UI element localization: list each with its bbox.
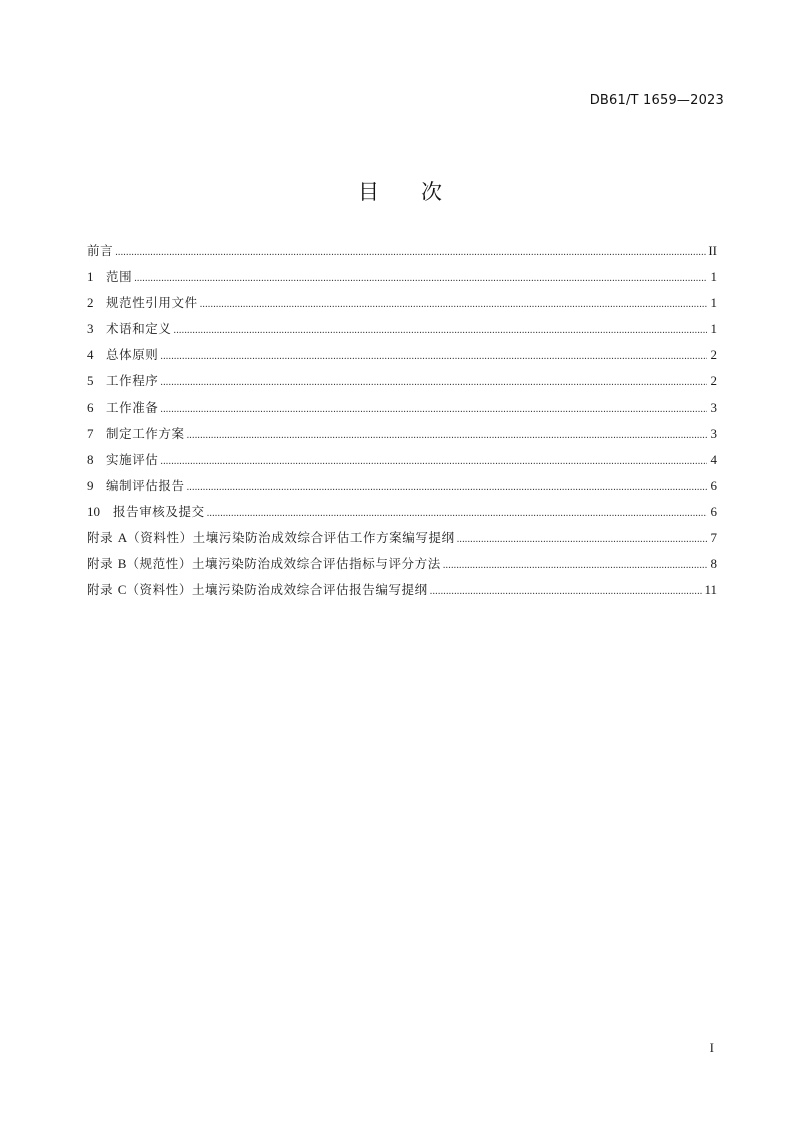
toc-leader-dots <box>187 478 707 498</box>
toc-item-page: 7 <box>710 530 717 546</box>
toc-item-page: 6 <box>710 503 717 519</box>
toc-leader-dots <box>160 347 707 367</box>
toc-item-number: 2 <box>87 295 94 311</box>
toc-item-label: 总体原则 <box>106 347 159 363</box>
toc-item-page: 6 <box>710 477 717 493</box>
toc-item-page: 11 <box>704 582 717 598</box>
appendix-title: （资料性）土壤污染防治成效综合评估报告编写提纲 <box>126 582 428 598</box>
toc-item-page: 1 <box>710 295 717 311</box>
toc-item-number: 1 <box>87 269 94 285</box>
toc-item-number: 8 <box>87 451 94 467</box>
toc-item-page: 3 <box>710 425 717 441</box>
toc-item-label: 前言 <box>87 243 114 258</box>
toc-item-compile-report[interactable] <box>87 476 717 502</box>
toc-item-number: 9 <box>87 477 94 493</box>
toc-item-label: 制定工作方案 <box>106 425 185 441</box>
toc-item-appendix-a[interactable] <box>87 528 717 554</box>
appendix-prefix: 附录 <box>87 530 114 546</box>
appendix-letter: A <box>117 530 128 546</box>
toc-leader-dots <box>207 504 707 524</box>
toc-title <box>0 176 800 206</box>
toc-item-label <box>87 554 441 574</box>
appendix-title: （规范性）土壤污染防治成效综合评估指标与评分方法 <box>126 556 441 572</box>
toc-item-number: 6 <box>87 399 94 415</box>
toc-item-general-principles[interactable] <box>87 345 717 371</box>
toc-item-terms-definitions[interactable] <box>87 319 717 345</box>
toc-item-appendix-b[interactable] <box>87 554 717 580</box>
toc-leader-dots <box>457 530 707 550</box>
toc-item-number: 4 <box>87 347 94 363</box>
table-of-contents <box>87 241 717 606</box>
toc-item-page: II <box>708 243 717 258</box>
toc-item-label: 术语和定义 <box>106 321 172 337</box>
toc-leader-dots <box>160 400 707 420</box>
toc-item-appendix-c[interactable] <box>87 580 717 606</box>
toc-item-normative-references[interactable] <box>87 293 717 319</box>
toc-item-page: 1 <box>710 321 717 337</box>
toc-item-implement-evaluation[interactable] <box>87 450 717 476</box>
toc-item-number: 7 <box>87 425 94 441</box>
toc-item-label <box>87 528 455 548</box>
toc-item-page: 2 <box>710 347 717 363</box>
toc-leader-dots <box>160 373 707 393</box>
toc-leader-dots <box>187 426 707 446</box>
toc-item-label: 规范性引用文件 <box>106 295 198 311</box>
toc-leader-dots <box>430 582 703 602</box>
toc-item-work-preparation[interactable] <box>87 398 717 424</box>
toc-leader-dots <box>160 452 707 472</box>
page-number: I <box>709 1040 714 1055</box>
toc-item-label: 范围 <box>106 269 133 285</box>
toc-item-work-procedure[interactable] <box>87 371 717 397</box>
toc-item-number: 10 <box>87 503 100 519</box>
appendix-prefix: 附录 <box>87 582 114 598</box>
toc-leader-dots <box>134 269 707 289</box>
document-code: DB61/T 1659—2023 <box>589 93 724 108</box>
toc-item-label: 工作准备 <box>106 399 159 415</box>
toc-item-page: 1 <box>710 269 717 285</box>
toc-leader-dots <box>443 556 707 576</box>
toc-leader-dots <box>174 321 707 341</box>
appendix-title: （资料性）土壤污染防治成效综合评估工作方案编写提纲 <box>127 530 455 546</box>
toc-item-work-plan[interactable] <box>87 424 717 450</box>
toc-item-label: 报告审核及提交 <box>113 503 205 519</box>
toc-leader-dots <box>200 295 707 315</box>
toc-item-page: 4 <box>710 451 717 467</box>
appendix-letter: B <box>117 556 127 572</box>
toc-item-page: 8 <box>710 556 717 572</box>
toc-item-scope[interactable] <box>87 267 717 293</box>
toc-item-number: 3 <box>87 321 94 337</box>
appendix-letter: C <box>117 582 127 598</box>
toc-item-label: 编制评估报告 <box>106 477 185 493</box>
toc-item-report-review[interactable] <box>87 502 717 528</box>
toc-title-char-1: 目 <box>358 180 379 204</box>
toc-item-number: 5 <box>87 373 94 389</box>
toc-item-page: 3 <box>710 399 717 415</box>
toc-title-char-2: 次 <box>421 180 442 204</box>
toc-item-foreword[interactable] <box>87 241 717 267</box>
toc-item-label: 工作程序 <box>106 373 159 389</box>
toc-leader-dots <box>115 243 706 263</box>
toc-item-page: 2 <box>710 373 717 389</box>
appendix-prefix: 附录 <box>87 556 114 572</box>
toc-item-label: 实施评估 <box>106 451 159 467</box>
toc-item-label <box>87 580 428 600</box>
